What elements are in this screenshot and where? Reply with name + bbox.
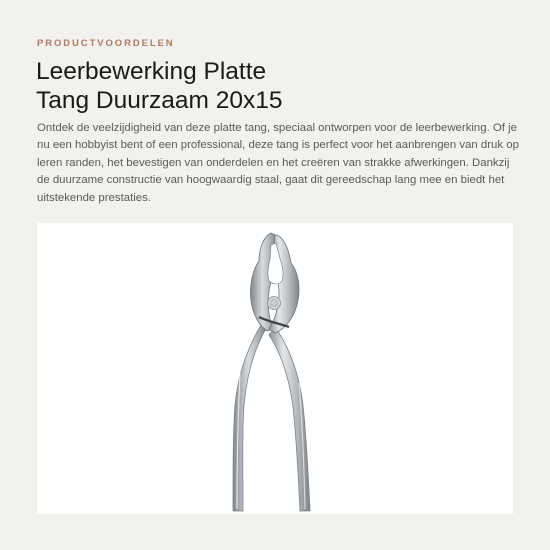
section-eyebrow: PRODUCTVOORDELEN bbox=[37, 38, 175, 49]
pliers-icon bbox=[37, 223, 513, 514]
product-title-line-2: Tang Duurzaam 20x15 bbox=[36, 87, 283, 114]
product-title bbox=[36, 57, 506, 115]
product-description: Ontdek de veelzijdigheid van deze platte tang, speciaal ontworpen voor de leerbewerking. Of je nu een hobbyist bent of een professional, deze tang is perfect voor het aanbrengen van druk op leren randen, het bevestigen van onderdelen en het creëren van strakke afwerkingen. Dankzij de duurzame constructie van hoogwaardig staal, gaat dit gereedschap lang mee en biedt het uitstekende prestaties. bbox=[37, 122, 519, 204]
product-title-line-1: Leerbewerking Platte bbox=[36, 58, 267, 85]
product-image bbox=[37, 223, 513, 514]
